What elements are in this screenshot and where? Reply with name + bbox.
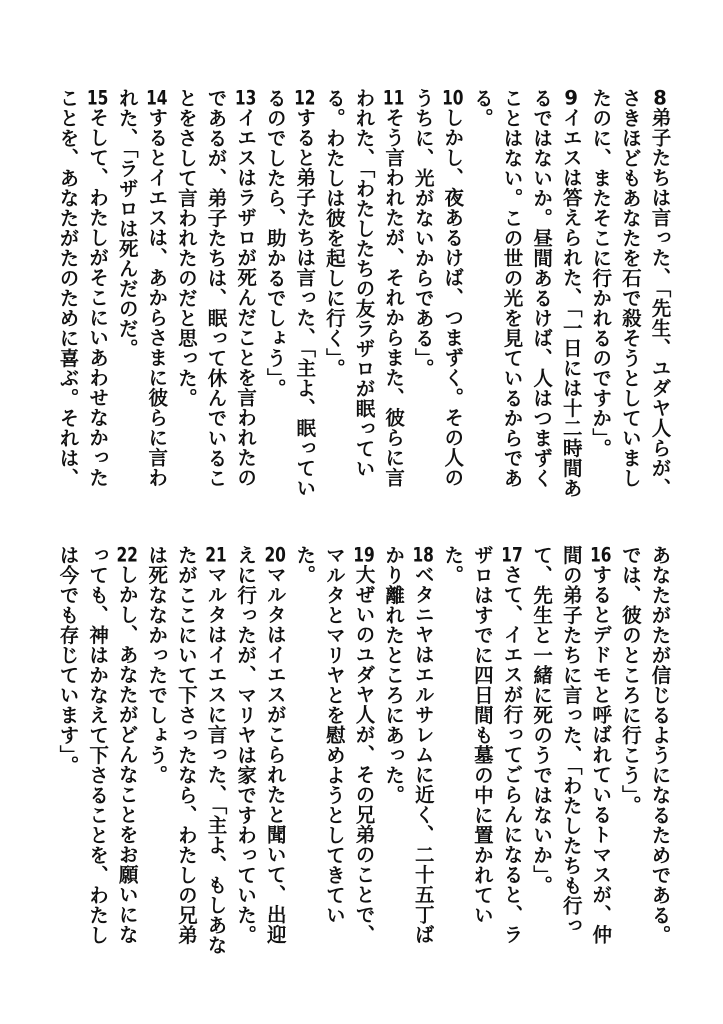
text-column: マルタとマリヤとを慰めようとしてきてい <box>322 545 346 925</box>
text-column <box>502 545 522 945</box>
verse-text: ベタニヤはエルサレムに近く、二十五丁ば <box>411 564 435 945</box>
text-column: うちに、光がないからである」。 <box>411 88 435 379</box>
verse-number: 9 <box>564 88 578 108</box>
verse-number: 19 <box>353 545 375 565</box>
text-column <box>384 88 404 488</box>
verse-number: 13 <box>234 88 257 108</box>
text-column: た。 <box>441 545 465 585</box>
text-column <box>413 545 433 945</box>
text-column: る。 <box>470 88 494 128</box>
text-column: れた、「ラザロは死んだのだ。 <box>115 88 139 359</box>
verse-text: するとイエスは、あからさまに彼らに言わ <box>145 107 169 488</box>
verse-number: 11 <box>382 88 405 108</box>
text-column: かり離れたところにあった。 <box>382 545 406 805</box>
verse-number: 15 <box>86 88 109 108</box>
verse-text: するとデドモと呼ばれているトマスが、仲 <box>589 564 613 945</box>
text-column: る。わたしは彼を起しに行く」。 <box>322 88 346 379</box>
text-column <box>147 88 167 488</box>
text-column: ことはない。この世の光を見ているからであ <box>500 88 524 488</box>
verse-number: 18 <box>412 545 434 565</box>
verse-text: すると弟子たちは言った、「主よ、眠ってい <box>293 107 317 498</box>
text-column <box>561 88 581 498</box>
verse-number: 8 <box>653 88 667 108</box>
verse-number: 10 <box>442 88 464 108</box>
verse-number: 22 <box>116 545 138 565</box>
text-column: たのに、またそこに行かれるのですか」。 <box>589 88 613 459</box>
text-column <box>265 545 285 945</box>
verse-text: そう言われたが、それからまた、彼らに言 <box>382 107 406 488</box>
text-column: 間の弟子たちに言った、「わたしたちも行っ <box>559 545 583 936</box>
verse-text: さて、イエスが行ってごらんになると、ラ <box>500 564 524 945</box>
text-column <box>354 545 374 945</box>
text-column <box>117 545 137 945</box>
text-column: て、先生と一緒に死のうではないか」。 <box>530 545 554 896</box>
text-column: ザロはすでに四日間も墓の中に置かれてい <box>470 545 494 925</box>
verse-text: そして、わたしがそこにいあわせなかった <box>86 107 110 488</box>
verse-number: 14 <box>146 88 168 108</box>
text-column: るではないか。昼間あるけば、人はつまずく <box>530 88 554 488</box>
verse-text: しかし、夜あるけば、つまずく。その人の <box>441 107 465 488</box>
text-column: さきほどもあなたを石で殺そうとしていまし <box>618 88 642 488</box>
verse-text: マルタはイエスに言った、「主よ、もしあな <box>204 564 228 955</box>
text-column: っても、神はかなえて下さることを、わたし <box>86 545 110 945</box>
text-column: た。 <box>293 545 317 585</box>
text-column <box>236 88 256 488</box>
text-column <box>295 88 315 498</box>
text-column: では、彼のところに行こう」。 <box>618 545 642 816</box>
text-column: あなたがたが信じるようになるためである。 <box>648 545 672 945</box>
verse-number: 12 <box>294 88 316 108</box>
verse-number: 17 <box>501 545 523 565</box>
verse-text: 大ぜいのユダヤ人が、その兄弟のことで、 <box>352 564 376 945</box>
verse-text: イエスは答えられた、「一日には十二時間あ <box>559 107 583 498</box>
text-column <box>443 88 463 488</box>
verse-number: 16 <box>590 545 612 565</box>
verse-text: マルタはイエスがこられたと聞いて、出迎 <box>263 564 287 945</box>
verse-number: 21 <box>205 545 227 565</box>
text-column: われた、「わたしたちの友ラザロが眠ってい <box>352 88 376 479</box>
text-column: であるが、弟子たちは、眠って休んでいるこ <box>204 88 228 488</box>
text-column <box>591 545 611 945</box>
text-column <box>206 545 226 955</box>
text-column: えに行ったが、マリヤは家ですわっていた。 <box>234 545 258 945</box>
text-column: は今でも存じています」。 <box>56 545 80 776</box>
text-column: は死ななかったでしょう。 <box>145 545 169 785</box>
verse-text: 弟子たちは言った、「先生、ユダヤ人らが、 <box>648 107 672 498</box>
text-column <box>650 88 670 498</box>
text-column <box>88 88 108 488</box>
verse-number: 20 <box>264 545 286 565</box>
text-column: ことを、あなたがたのために喜ぶ。それは、 <box>56 88 80 488</box>
text-column: とをさして言われたのだと思った。 <box>174 88 198 408</box>
verse-text: イエスはラザロが死んだことを言われたの <box>234 107 258 488</box>
text-column: るのでしたら、助かるでしょう」。 <box>263 88 287 399</box>
verse-text: しかし、あなたがどんなことをお願いにな <box>115 564 139 945</box>
text-column: たがここにいて下さったなら、わたしの兄弟 <box>174 545 198 945</box>
